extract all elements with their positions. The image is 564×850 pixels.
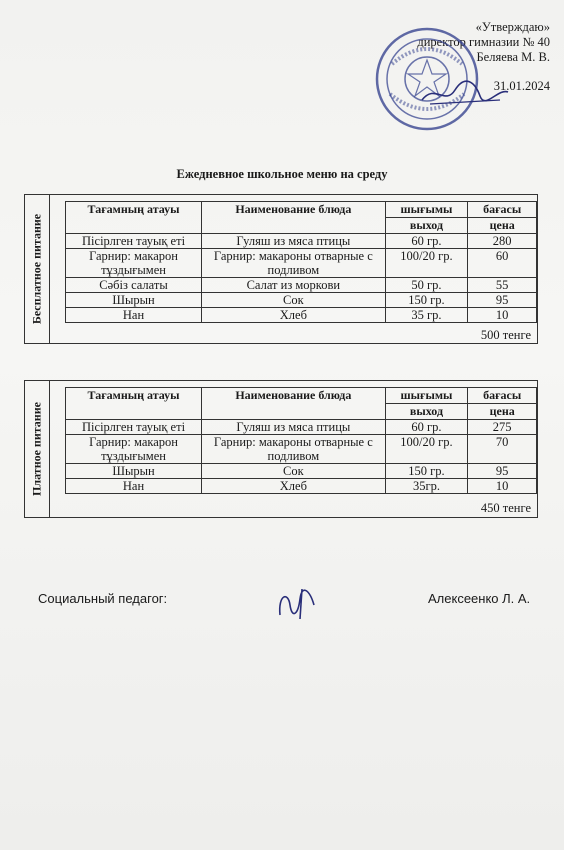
- table-row: Нан Хлеб 35 гр. 10: [66, 308, 537, 323]
- table-row: Шырын Сок 150 гр. 95: [66, 464, 537, 479]
- free-menu-table: [65, 201, 537, 323]
- header-name-ru: Наименование блюда: [202, 202, 386, 234]
- table-row: Пісірлген тауық еті Гуляш из мяса птицы 60 гр. 275: [66, 420, 537, 435]
- director-signature-icon: [420, 78, 510, 108]
- footer-name: Алексеенко Л. А.: [428, 591, 531, 606]
- table-row: Нан Хлеб 35гр. 10: [66, 479, 537, 494]
- footer-role: Социальный педагог:: [38, 591, 168, 606]
- header-yield-kz: шығымы: [385, 388, 468, 404]
- header-yield-ru: выход: [385, 218, 468, 234]
- header-name-ru: Наименование блюда: [202, 388, 386, 420]
- paid-side-label: Платное питание: [25, 381, 50, 517]
- paid-meal-block: [24, 380, 538, 518]
- approval-line2: директор гимназии № 40: [417, 35, 550, 49]
- header-yield-ru: выход: [385, 404, 468, 420]
- header-name-kz: Тағамның атауы: [66, 202, 202, 234]
- table-row: Гарнир: макарон тұздығымен Гарнир: макароны отварные с подливом 100/20 гр. 70: [66, 435, 537, 464]
- free-meal-block: [24, 194, 538, 344]
- paid-menu-table: [65, 387, 537, 494]
- header-yield-kz: шығымы: [385, 202, 468, 218]
- header-price-ru: цена: [468, 218, 537, 234]
- header-name-kz: Тағамның атауы: [66, 388, 202, 420]
- header-price-kz: бағасы: [468, 202, 537, 218]
- table-row: Сәбіз салаты Салат из моркови 50 гр. 55: [66, 278, 537, 293]
- approval-date: 31.01.2024: [493, 79, 550, 93]
- header-price-kz: бағасы: [468, 388, 537, 404]
- table-row: Гарнир: макарон тұздығымен Гарнир: макароны отварные с подливом 100/20 гр. 60: [66, 249, 537, 278]
- table-row: Пісірлген тауық еті Гуляш из мяса птицы 60 гр. 280: [66, 234, 537, 249]
- approval-line3: Беляева М. В.: [476, 50, 550, 64]
- free-side-label: Бесплатное питание: [25, 195, 50, 343]
- paid-total: 450 тенге: [480, 501, 531, 515]
- free-total: 500 тенге: [480, 328, 531, 342]
- table-row: Шырын Сок 150 гр. 95: [66, 293, 537, 308]
- approval-line1: «Утверждаю»: [475, 20, 550, 34]
- menu-title: Ежедневное школьное меню на среду: [176, 167, 388, 181]
- pedagogue-signature-icon: [272, 585, 322, 621]
- header-price-ru: цена: [468, 404, 537, 420]
